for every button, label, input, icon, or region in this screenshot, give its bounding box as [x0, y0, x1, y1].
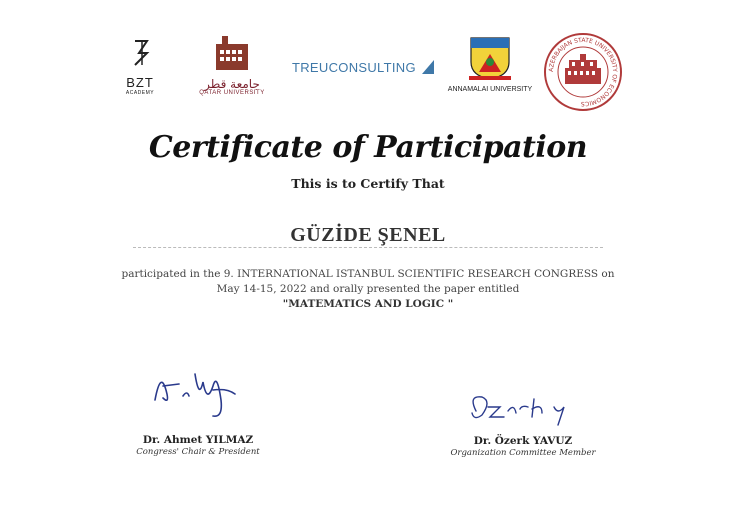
- signature-block-left: [118, 360, 278, 457]
- seal-text: AZERBAIJAN STATE UNIVERSITY OF ECONOMICS: [547, 36, 619, 108]
- treu-arrow-icon: [422, 60, 434, 74]
- signatory-role-right: Organization Committee Member: [450, 448, 596, 458]
- university-seal-logo: [543, 32, 623, 116]
- seal-icon: [543, 32, 623, 112]
- bzt-mark-icon: [125, 38, 155, 68]
- certify-subtitle: This is to Certify That: [291, 176, 445, 191]
- treu-name: TREUCONSULTING: [292, 60, 416, 75]
- body-line-2: May 14-15, 2022 and orally presented the paper entitled: [216, 283, 520, 295]
- body-line-1: participated in the 9. INTERNATIONAL ISTANBUL SCIENTIFIC RESEARCH CONGRESS on: [121, 268, 615, 280]
- recipient-name: GÜZİDE ŞENEL: [290, 224, 446, 246]
- certificate-title: Certificate of Participation: [148, 130, 588, 165]
- certificate-body: [0, 267, 736, 312]
- signature-image-left: [143, 360, 253, 428]
- qatar-arabic-name: جامعة قطر: [204, 77, 260, 91]
- annamalai-crest-icon: [465, 36, 515, 80]
- recipient-divider: [133, 247, 603, 248]
- signatory-name-right: Dr. Özerk YAVUZ: [473, 435, 573, 447]
- bzt-sub: ACADEMY: [125, 90, 155, 96]
- bzt-academy-logo: [118, 38, 162, 96]
- qatar-english-name: QATAR UNIVERSITY: [199, 90, 265, 96]
- signature-image-right: [458, 385, 588, 429]
- qatar-emblem-icon: [212, 34, 252, 72]
- signatory-role-left: Congress' Chair & President: [136, 447, 260, 457]
- bzt-name: BZT: [126, 75, 154, 90]
- logo-strip: [0, 30, 736, 110]
- annamalai-university-logo: [440, 36, 540, 93]
- paper-title: "MATEMATICS AND LOGIC ": [282, 298, 454, 310]
- qatar-university-logo: [194, 34, 270, 96]
- annamalai-name: ANNAMALAI UNIVERSITY: [447, 86, 533, 93]
- signatory-name-left: Dr. Ahmet YILMAZ: [142, 434, 254, 446]
- signature-block-right: [435, 385, 611, 458]
- treu-consulting-logo: [292, 60, 434, 75]
